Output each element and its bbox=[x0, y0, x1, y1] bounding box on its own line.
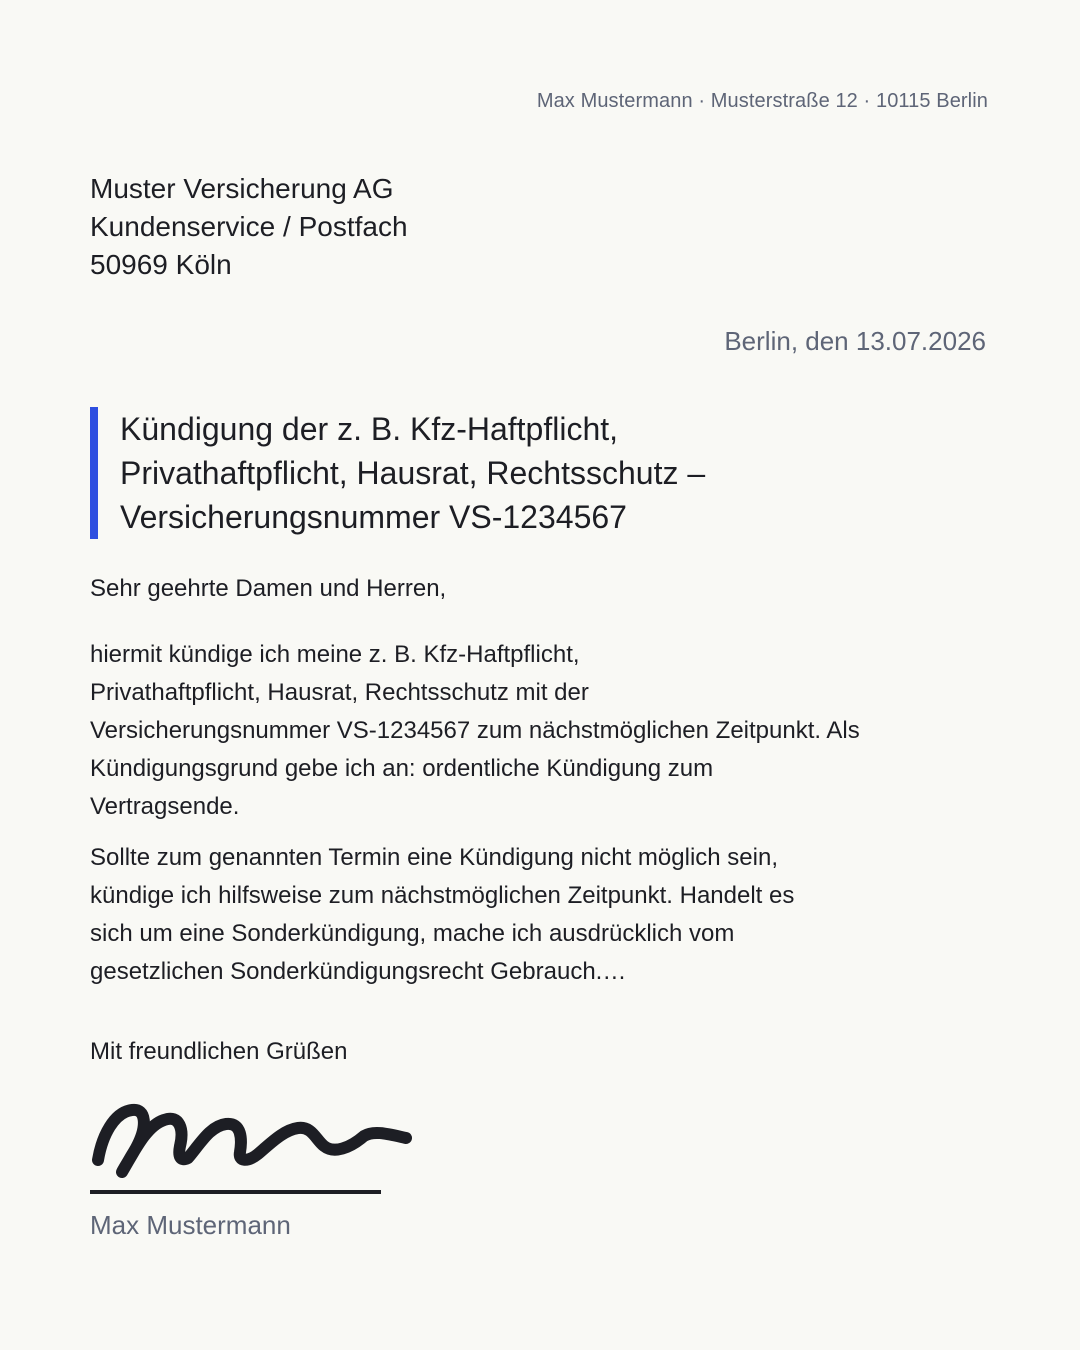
paragraph-line: Kündigungsgrund gebe ich an: ordentliche Kündigung zum bbox=[90, 755, 714, 782]
recipient-line: Muster Versicherung AG bbox=[90, 173, 394, 204]
subject-line: Kündigung der z. B. Kfz-Haftpflicht, bbox=[120, 411, 619, 447]
signature-name: Max Mustermann bbox=[90, 1210, 291, 1240]
paragraph-1 bbox=[90, 636, 990, 826]
paragraph-line: hiermit kündige ich meine z. B. Kfz-Haftpflicht, bbox=[90, 641, 580, 668]
paragraph-line: Privathaftpflicht, Hausrat, Rechtsschutz mit der bbox=[90, 679, 589, 706]
paragraph-line: Vertragsende. bbox=[90, 793, 240, 820]
paragraph-line: Sollte zum genannten Termin eine Kündigung nicht möglich sein, bbox=[90, 844, 778, 871]
recipient-line: 50969 Köln bbox=[90, 249, 232, 280]
paragraph-line: sich um eine Sonderkündigung, mache ich ausdrücklich vom bbox=[90, 920, 735, 947]
salutation: Sehr geehrte Damen und Herren, bbox=[90, 575, 447, 602]
signature-line bbox=[90, 1190, 381, 1194]
date-line: Berlin, den 13.07.2026 bbox=[724, 326, 986, 356]
subject-line: Versicherungsnummer VS-1234567 bbox=[120, 499, 627, 535]
paragraph-line: gesetzlichen Sonderkündigungsrecht Gebrauch.… bbox=[90, 958, 627, 985]
sender-address-line: Max Mustermann · Musterstraße 12 · 10115 Berlin bbox=[536, 90, 988, 112]
handwritten-signature bbox=[88, 1096, 418, 1182]
recipient-line: Kundenservice / Postfach bbox=[90, 211, 408, 242]
paragraph-line: Versicherungsnummer VS-1234567 zum nächstmöglichen Zeitpunkt. Als bbox=[90, 717, 860, 744]
subject-line: Privathaftpflicht, Hausrat, Rechtsschutz – bbox=[120, 455, 706, 491]
paragraph-line: kündige ich hilfsweise zum nächstmöglichen Zeitpunkt. Handelt es bbox=[90, 882, 795, 909]
paragraph-2 bbox=[90, 839, 990, 991]
recipient-address bbox=[90, 170, 408, 284]
closing-phrase: Mit freundlichen Grüßen bbox=[90, 1038, 348, 1065]
subject-block bbox=[90, 407, 990, 539]
